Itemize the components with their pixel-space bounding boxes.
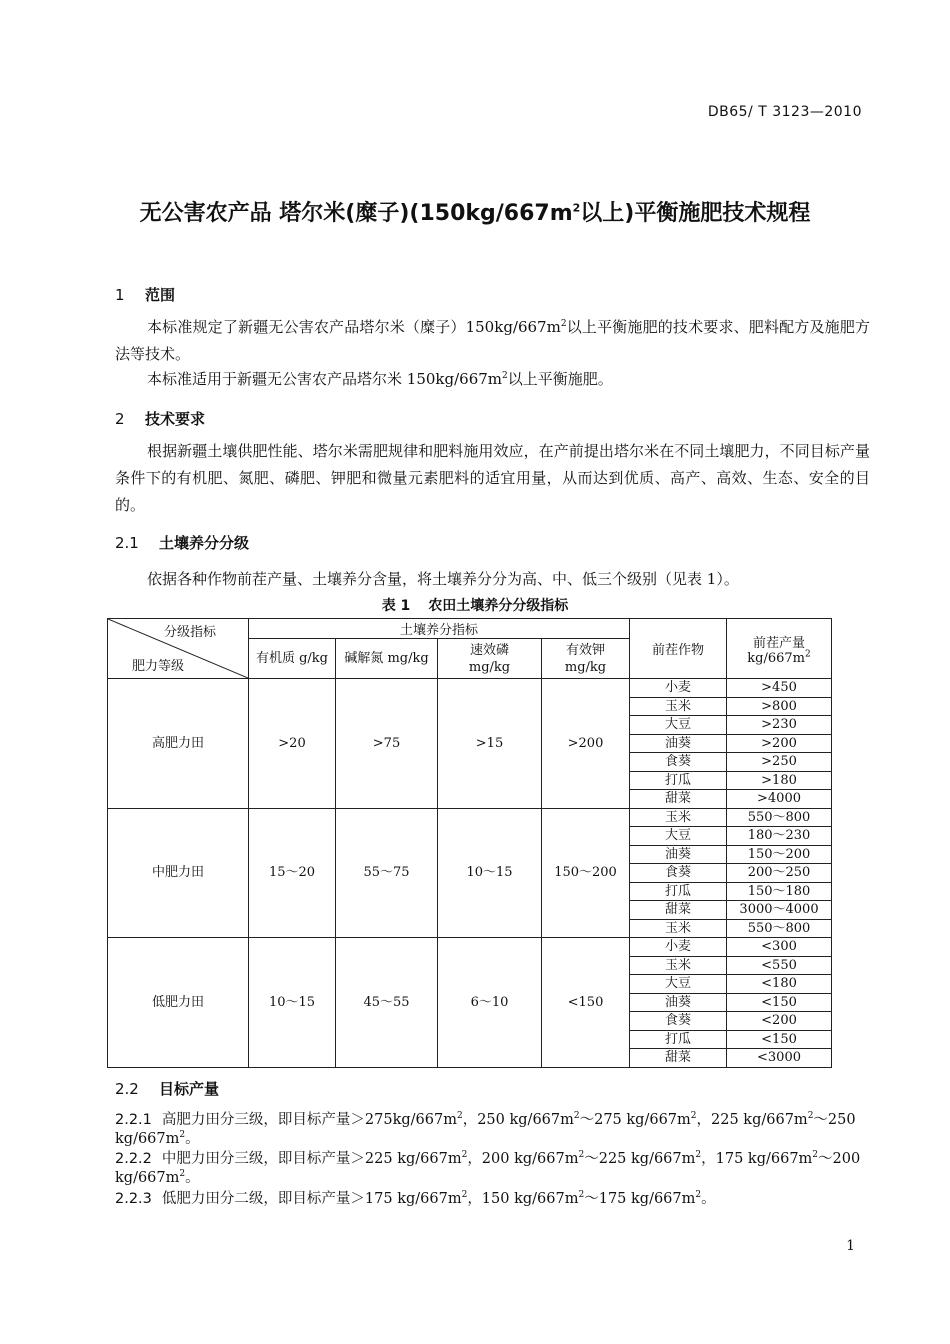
section-2-2-number: 2.2 [115, 1080, 139, 1098]
cell-n: >75 [336, 679, 438, 809]
diagonal-bottom-label: 肥力等级 [132, 659, 185, 674]
cell-crop: 玉米 [630, 808, 727, 827]
cell-crop: 打瓜 [630, 1030, 727, 1049]
t: ～175 kg/667m [584, 1191, 696, 1207]
section-1-p2-sup: 2 [502, 371, 508, 381]
table-1-caption-number: 表 1 [381, 598, 411, 614]
s: 2 [461, 1190, 468, 1201]
s: 2 [695, 1190, 702, 1201]
header-p-line2: mg/kg [468, 659, 511, 675]
section-2-1-title: 土壤养分分级 [159, 534, 250, 552]
header-available-potassium [542, 639, 630, 679]
cell-level: 低肥力田 [108, 938, 249, 1068]
section-1-p1-text-a: 本标准规定了新疆无公害农产品塔尔米（糜子）150kg/667m [147, 318, 561, 336]
section-2-paragraph: 根据新疆土壤供肥性能、塔尔米需肥规律和肥料施用效应，在产前提出塔尔米在不同土壤肥力，不同目标产量条件下的有机肥、氮肥、磷肥、钾肥和微量元素肥料的适宜用量，从而达到优质、高产、高效、生态、安全的目的。 [115, 442, 870, 514]
page-number: 1 [846, 1238, 855, 1254]
cell-crop: 玉米 [630, 697, 727, 716]
standard-code: DB65/ T 3123—2010 [707, 104, 862, 120]
cell-yield: <180 [727, 975, 832, 994]
section-1-p2-text-a: 本标准适用于新疆无公害农产品塔尔米 150kg/667m [147, 370, 502, 388]
cell-crop: 小麦 [630, 938, 727, 957]
document-title [0, 196, 950, 227]
section-2-heading [115, 408, 205, 429]
cell-crop: 食葵 [630, 753, 727, 772]
nutrient-group-header: 土壤养分指标 [249, 619, 630, 639]
table-row [108, 679, 832, 698]
header-previous-yield [727, 619, 832, 679]
t: ～250 kg/667m [115, 1112, 856, 1147]
cell-n: 55～75 [336, 808, 438, 938]
cell-yield: 180～230 [727, 827, 832, 846]
header-k-line2: mg/kg [564, 659, 607, 675]
cell-yield: 200～250 [727, 864, 832, 883]
table-row [108, 938, 832, 957]
cell-k: >200 [542, 679, 630, 809]
item-2-2-3 [115, 1190, 870, 1209]
s: 2 [690, 1111, 697, 1122]
cell-crop: 玉米 [630, 919, 727, 938]
cell-yield: >450 [727, 679, 832, 698]
cell-level: 中肥力田 [108, 808, 249, 938]
cell-om: 15～20 [249, 808, 336, 938]
cell-yield: >800 [727, 697, 832, 716]
header-k-line1: 有效钾 [566, 642, 606, 658]
t: ，175 kg/667m [701, 1151, 813, 1167]
s: 2 [179, 1130, 186, 1141]
cell-yield: >4000 [727, 790, 832, 809]
table-1-caption-text: 农田土壤养分分级指标 [428, 598, 569, 614]
cell-crop: 大豆 [630, 827, 727, 846]
diagonal-top-label: 分级指标 [164, 625, 217, 640]
s: 2 [456, 1111, 463, 1122]
s: 2 [807, 1111, 814, 1122]
cell-k: 150～200 [542, 808, 630, 938]
item-2-2-1 [115, 1111, 870, 1149]
cell-yield: >230 [727, 716, 832, 735]
t: 高肥力田分三级，即目标产量＞275kg/667m [161, 1112, 457, 1128]
s: 2 [578, 1190, 585, 1201]
header-p-line1: 速效磷 [469, 642, 509, 658]
cell-crop: 食葵 [630, 1012, 727, 1031]
s: 2 [179, 1169, 186, 1180]
cell-yield: <300 [727, 938, 832, 957]
section-2-1-paragraph: 依据各种作物前茬产量、土壤养分含量，将土壤养分分为高、中、低三个级别（见表 1）。 [147, 570, 739, 588]
item-2-2-1-number: 2.2.1 [115, 1112, 152, 1128]
header-organic-matter: 有机质 g/kg [249, 639, 336, 679]
cell-yield: 150～180 [727, 882, 832, 901]
s: 2 [461, 1150, 468, 1161]
cell-om: 10～15 [249, 938, 336, 1068]
section-1-p1-sup: 2 [560, 319, 567, 329]
cell-crop: 小麦 [630, 679, 727, 698]
cell-crop: 油葵 [630, 734, 727, 753]
t: ～275 kg/667m [579, 1112, 691, 1128]
cell-yield: <550 [727, 956, 832, 975]
t: ，200 kg/667m [467, 1151, 579, 1167]
section-2-2-heading [115, 1078, 219, 1099]
cell-yield: >180 [727, 771, 832, 790]
title-tail: 以上)平衡施肥技术规程 [580, 201, 811, 226]
cell-yield: <150 [727, 993, 832, 1012]
title-superscript: 2 [572, 201, 581, 215]
cell-yield: 3000～4000 [727, 901, 832, 920]
cell-crop: 打瓜 [630, 771, 727, 790]
item-2-2-2-number: 2.2.2 [115, 1151, 152, 1167]
t: 。 [185, 1170, 200, 1186]
t: ，250 kg/667m [462, 1112, 574, 1128]
cell-p: >15 [438, 679, 542, 809]
header-yield-sup: 2 [805, 649, 811, 660]
item-2-2-2 [115, 1150, 870, 1188]
header-yield-line2: kg/667m [747, 650, 806, 666]
section-2-1-heading [115, 532, 249, 553]
t: 低肥力田分二级，即目标产量＞175 kg/667m [161, 1191, 462, 1207]
cell-crop: 打瓜 [630, 882, 727, 901]
cell-level: 高肥力田 [108, 679, 249, 809]
t: 。 [185, 1131, 200, 1147]
section-1-title: 范围 [145, 286, 176, 304]
diagonal-header-cell [108, 619, 249, 679]
s: 2 [573, 1111, 580, 1122]
cell-p: 10～15 [438, 808, 542, 938]
section-1-paragraph-2 [115, 366, 870, 393]
item-2-2-3-number: 2.2.3 [115, 1191, 152, 1207]
cell-yield: <200 [727, 1012, 832, 1031]
cell-om: >20 [249, 679, 336, 809]
cell-yield: >250 [727, 753, 832, 772]
cell-n: 45～55 [336, 938, 438, 1068]
section-2-1-number: 2.1 [115, 534, 139, 552]
cell-crop: 甜菜 [630, 1049, 727, 1068]
t: ，150 kg/667m [467, 1191, 579, 1207]
section-2-2-title: 目标产量 [159, 1080, 220, 1098]
cell-crop: 大豆 [630, 716, 727, 735]
cell-yield: >200 [727, 734, 832, 753]
cell-crop: 油葵 [630, 845, 727, 864]
cell-yield: 150～200 [727, 845, 832, 864]
cell-yield: <150 [727, 1030, 832, 1049]
s: 2 [812, 1150, 819, 1161]
cell-crop: 大豆 [630, 975, 727, 994]
cell-crop: 甜菜 [630, 790, 727, 809]
header-previous-crop: 前茬作物 [630, 619, 727, 679]
section-1-p1-text-b: 以上平衡施肥的技术要求、肥料配方及施肥方法等技术。 [115, 318, 870, 363]
cell-crop: 玉米 [630, 956, 727, 975]
section-1-number: 1 [115, 286, 125, 304]
header-yield-line1: 前茬产量 [753, 635, 806, 651]
cell-crop: 食葵 [630, 864, 727, 883]
header-alkali-nitrogen: 碱解氮 mg/kg [336, 639, 438, 679]
table-1-caption [0, 595, 950, 615]
cell-yield: <3000 [727, 1049, 832, 1068]
cell-yield: 550～800 [727, 808, 832, 827]
section-2-number: 2 [115, 410, 125, 428]
title-main: 无公害农产品 塔尔米(糜子)(150kg/667m [139, 201, 573, 226]
cell-k: <150 [542, 938, 630, 1068]
cell-yield: 550～800 [727, 919, 832, 938]
t: 。 [701, 1191, 716, 1207]
table-header-row-1 [108, 619, 832, 639]
section-1-p2-text-b: 以上平衡施肥。 [507, 370, 613, 388]
soil-nutrient-table [107, 618, 832, 1068]
t: ～225 kg/667m [584, 1151, 696, 1167]
table-row [108, 808, 832, 827]
section-1-heading [115, 284, 175, 305]
t: 中肥力田分三级，即目标产量＞225 kg/667m [161, 1151, 462, 1167]
cell-crop: 甜菜 [630, 901, 727, 920]
t: ，225 kg/667m [696, 1112, 808, 1128]
cell-p: 6～10 [438, 938, 542, 1068]
s: 2 [695, 1150, 702, 1161]
cell-crop: 油葵 [630, 993, 727, 1012]
section-2-title: 技术要求 [145, 410, 206, 428]
table-body [108, 679, 832, 1068]
section-1-paragraph-1 [115, 314, 870, 368]
t: ～200 kg/667m [115, 1151, 861, 1186]
s: 2 [578, 1150, 585, 1161]
header-available-phosphorus [438, 639, 542, 679]
